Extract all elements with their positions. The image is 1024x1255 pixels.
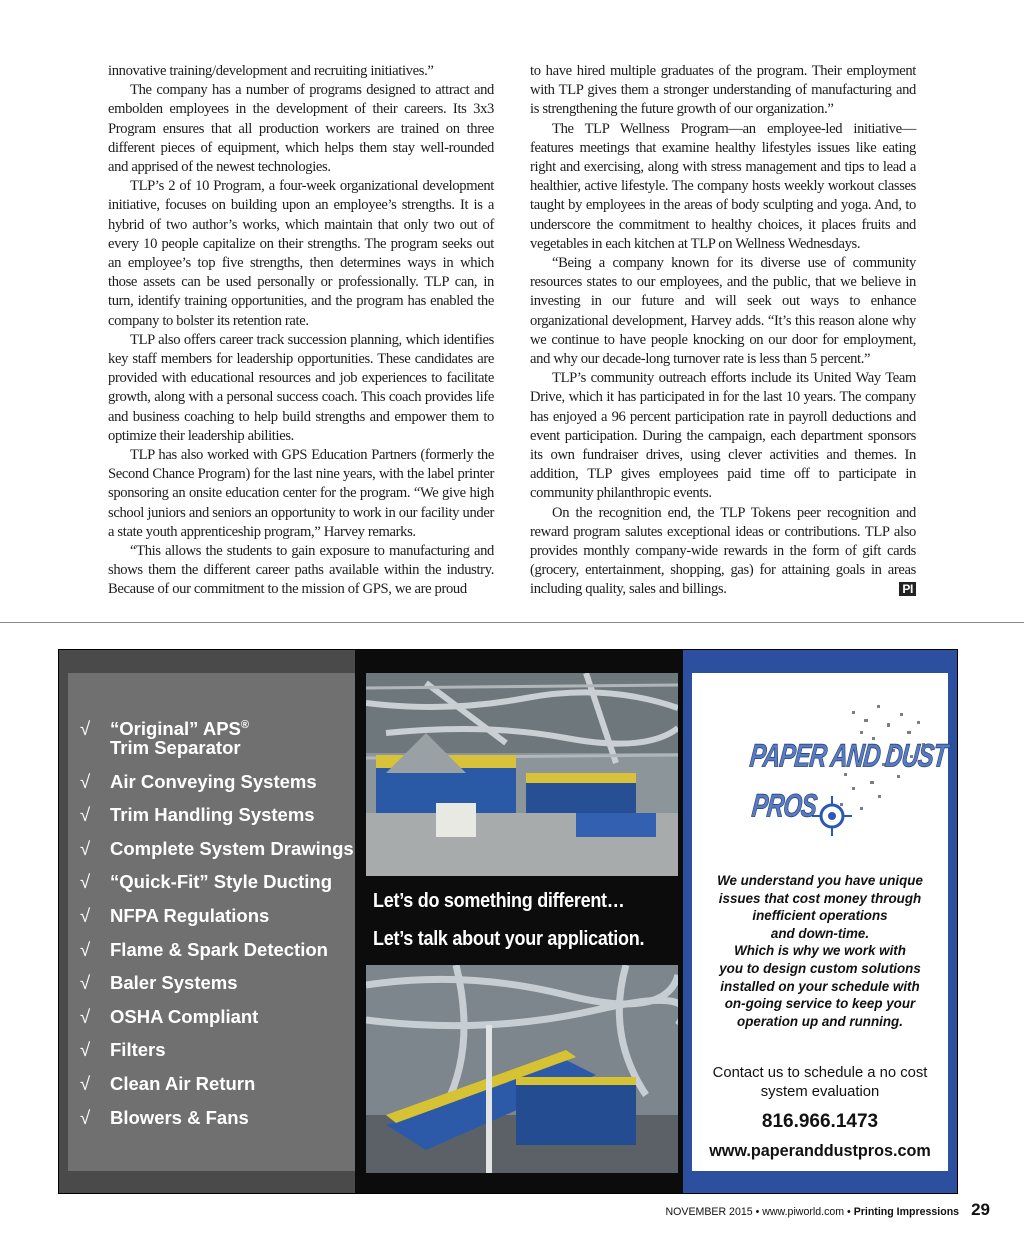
article-paragraph: TLP also offers career track succession planning, which identifies key staff members for leadership opportunities. These candidates are provided with educational resources and job experiences to facilitate growth, along with a personal success coach. This coach provides life and business coaching to help build strengths and empower them to optimize their leadership abilities.: [108, 331, 494, 444]
pitch-line: you to design custom solutions: [719, 960, 921, 976]
article-paragraph: TLP has also worked with GPS Education Partners (formerly the Second Chance Program) for the last nine years, with the label printer sponsoring an onsite education center for the program. “We give high school juniors and seniors an opportunity to work in our facility under a state youth apprenticeship program,” Harvey remarks.: [108, 447, 494, 540]
footer-date: NOVEMBER 2015: [665, 1206, 753, 1218]
check-icon: √: [80, 718, 91, 739]
article-paragraph: “Being a company known for its diverse use of community resources states to our employees, and the public, that we believe in investing in our future and will seek out ways to enhance organizational development, Harvey adds. “It’s this reason alone why we continue to have people knocking on our door for employment, and why our decade-long turnover rate is less than 5 percent.”: [530, 255, 916, 368]
page-number: 29: [971, 1200, 990, 1219]
ad-pitch: [700, 872, 940, 1030]
end-mark-icon: PI: [899, 582, 916, 596]
contact-text: Contact us to schedule a no cost system evaluation: [712, 1065, 928, 1100]
logo-text-line1: PAPER AND DUST: [748, 738, 949, 775]
checklist-item-label: Complete System Drawings: [110, 837, 354, 859]
check-icon: √: [80, 1039, 91, 1061]
article-paragraph-text: On the recognition end, the TLP Tokens peer recognition and reward program salutes exceptional ideas or contributions. TLP also provides monthly company-wide rewards in the form of gift cards (grocery, entertainment, shopping, gas) for attaining goals in areas including quality, sales and billings.: [530, 504, 916, 598]
footer-bullet: •: [755, 1206, 760, 1218]
checklist-item-label: “Original” APS: [110, 718, 241, 739]
checklist-item: [80, 1007, 355, 1026]
factory-photo-bottom: [366, 965, 678, 1173]
footer-bullet: •: [847, 1206, 851, 1218]
dust-spray-icon: [732, 691, 932, 871]
page-footer: [665, 1200, 990, 1220]
checklist-item-label: Trim Handling Systems: [110, 804, 315, 826]
pitch-line: installed on your schedule with: [720, 978, 920, 994]
checklist-item: [80, 940, 355, 959]
feature-checklist: [80, 719, 355, 1141]
article-column-right: [530, 62, 916, 600]
checklist-item: [80, 1074, 355, 1093]
ad-tagline-1: Let’s do something different…: [373, 890, 625, 912]
checklist-item-label: Clean Air Return: [110, 1072, 256, 1094]
checklist-item-label: Air Conveying Systems: [110, 770, 317, 792]
article-paragraph: TLP’s 2 of 10 Program, a four-week organizational development initiative, focuses on building upon an employee’s strengths. It is a hybrid of two author’s works, which maintain that only two out of every 10 people capitalize on their strengths. The program seeks out an employee’s top five strengths, then determines ways in which those assets can be used personally or professionally. TLP can, in turn, identify training opportunities, and the program has enabled the company to bolster its retention rate.: [108, 178, 494, 329]
factory-photo-top: [366, 673, 678, 876]
checklist-item-label: Flame & Spark Detection: [110, 938, 328, 960]
article-paragraph: innovative training/development and recruiting initiatives.”: [108, 63, 434, 79]
checklist-item: [80, 1040, 355, 1059]
check-icon: √: [80, 972, 91, 994]
phone-number: 816.966.1473: [761, 1111, 879, 1132]
ad-checklist-panel: [68, 673, 355, 1171]
article-paragraph: The company has a number of programs designed to attract and embolden employees in the development of their careers. Its 3x3 Program ensures that all production workers are trained on three different pieces of equipment, which helps them stay well-rounded and apprised of the newest technologies.: [108, 82, 494, 176]
company-logo: [732, 691, 949, 871]
checklist-item-label: Blowers & Fans: [110, 1106, 249, 1128]
checklist-item: [80, 805, 355, 824]
article-paragraph: to have hired multiple graduates of the program. Their employment with TLP gives them a stronger understanding of manufacturing and is strengthening the future growth of our organization.”: [530, 63, 916, 118]
article-paragraph: “This allows the students to gain exposure to manufacturing and shows them the different career paths available within the industry. Because of our commitment to the mission of GPS, we are proud: [108, 543, 494, 598]
article-column-left: [108, 62, 494, 600]
check-icon: √: [80, 1005, 91, 1027]
website-link[interactable]: www.paperanddustpros.com: [709, 1142, 931, 1160]
check-icon: √: [80, 1072, 91, 1094]
pitch-line: operation up and running.: [737, 1013, 903, 1029]
check-icon: √: [80, 904, 91, 926]
article-paragraph: The TLP Wellness Program—an employee-led initiative—features meetings that examine healthy lifestyles issues like eating right and exercising, along with stress management and tips to lead a healthier, active lifestyle. The company hosts weekly workout classes taught by employees in the areas of body sculpting and yoga. And, to underscore the commitment to healthy choices, it places fruits and vegetables in each kitchen at TLP on Wellness Wednesdays.: [530, 120, 916, 252]
article-paragraph-last: [530, 504, 916, 600]
pitch-line: We understand you have unique: [717, 873, 923, 888]
check-icon: √: [80, 837, 91, 859]
check-icon: √: [80, 770, 91, 792]
footer-url[interactable]: www.piworld.com: [762, 1206, 845, 1218]
checklist-item: [80, 872, 355, 891]
check-icon: √: [80, 938, 91, 960]
article-paragraph: TLP’s community outreach efforts include its United Way Team Drive, which it has participated in for the last 10 years. The company has enjoyed a 96 percent participation rate in payroll deductions and event participation. During the campaign, each department sponsors its own fundraiser drives, using clever activities and themes. In addition, TLP gives employees paid time off to participate in community philanthropic events.: [530, 370, 916, 502]
checklist-item: [80, 906, 355, 925]
logo-text-line2: PROS: [750, 788, 818, 825]
checklist-item: [80, 772, 355, 791]
checklist-item-label: NFPA Regulations: [110, 904, 270, 926]
checklist-item-label: OSHA Compliant: [110, 1005, 259, 1027]
checklist-item-label: “Quick-Fit” Style Ducting: [110, 871, 333, 893]
section-divider: [0, 622, 1024, 623]
ad-tagline-2: Let’s talk about your application.: [373, 928, 645, 950]
registered-mark: ®: [240, 719, 250, 731]
checklist-item: [80, 839, 355, 858]
footer-publication: Printing Impressions: [853, 1206, 960, 1218]
check-icon: √: [80, 804, 91, 826]
advertisement: [58, 649, 958, 1194]
check-icon: √: [80, 871, 91, 893]
checklist-item: [80, 719, 355, 757]
pitch-line: and down-time.: [770, 925, 870, 941]
pitch-line: issues that cost money through: [718, 890, 922, 906]
pitch-line: on-going service to keep your: [724, 996, 916, 1012]
ad-contact-panel: [692, 673, 948, 1171]
checklist-item: [80, 973, 355, 992]
pitch-line: inefficient operations: [752, 908, 888, 924]
pitch-line: Which is why we work with: [734, 943, 906, 959]
checklist-item-label: Filters: [110, 1039, 166, 1061]
checklist-item-label: Baler Systems: [110, 972, 238, 994]
checklist-item: [80, 1108, 355, 1127]
checklist-item-label-line2: Trim Separator: [110, 737, 241, 758]
check-icon: √: [80, 1106, 91, 1128]
